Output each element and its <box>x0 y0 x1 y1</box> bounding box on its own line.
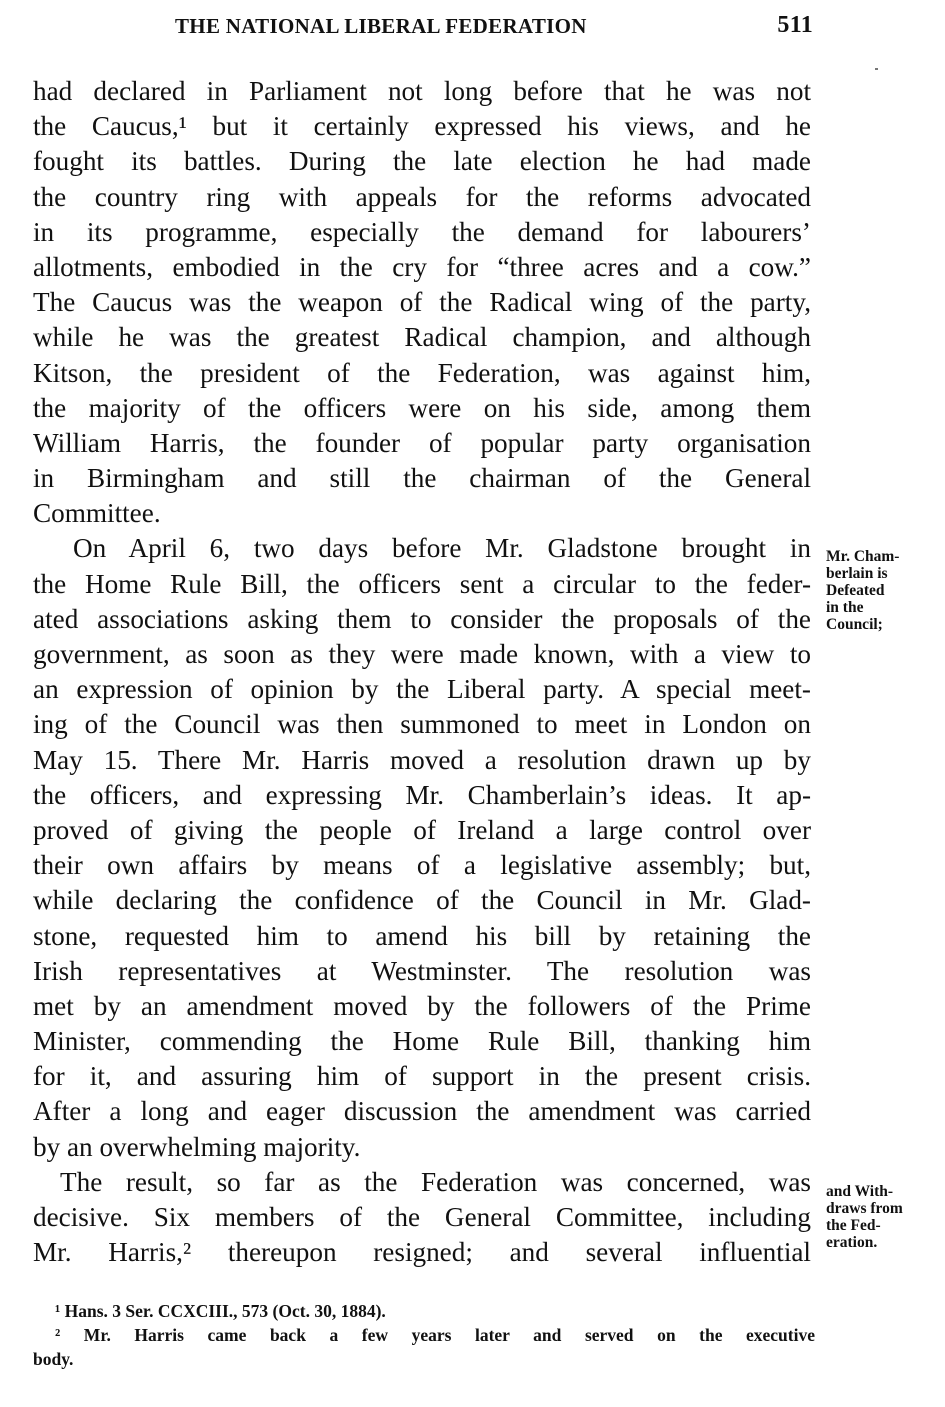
text-line: stone, requested him to amend his bill by retaining the <box>33 920 811 951</box>
sidenote-line: the Fed- <box>826 1217 881 1234</box>
running-head <box>33 8 815 44</box>
footnote-1: ¹ Hans. 3 Ser. CCXCIII., 573 (Oct. 30, 1884). <box>55 1301 386 1321</box>
sidenote-chamberlain-defeated <box>826 548 941 633</box>
text-line: The result, so far as the Federation was concerned, was <box>60 1166 811 1197</box>
text-line: for it, and assuring him of support in the present crisis. <box>33 1061 811 1092</box>
text-line: allotments, embodied in the cry for “three acres and a cow.” <box>33 251 811 282</box>
text-line: the Caucus,¹ but it certainly expressed his views, and he <box>33 111 811 142</box>
sidenote-line: draws from <box>826 1200 903 1217</box>
sidenote-line: Defeated <box>826 582 885 599</box>
sidenote-line: berlain is <box>826 565 888 582</box>
text-line: ing of the Council was then summoned to meet in London on <box>33 709 811 740</box>
text-line: the country ring with appeals for the reforms advocated <box>33 181 811 212</box>
text-line: The Caucus was the weapon of the Radical wing of the party, <box>33 287 811 318</box>
sidenote-line: Mr. Cham- <box>826 548 900 565</box>
text-line: in its programme, especially the demand for labourers’ <box>33 216 811 247</box>
text-line: Irish representatives at Westminster. The resolution was <box>33 955 811 986</box>
text-line: decisive. Six members of the General Committee, including <box>33 1202 811 1232</box>
text-line: Committee. <box>33 498 161 529</box>
text-line: while he was the greatest Radical champion, and although <box>33 322 811 353</box>
main-text <box>33 74 811 1270</box>
running-title: THE NATIONAL LIBERAL FEDERATION <box>175 14 587 38</box>
text-line: fought its battles. During the late election he had made <box>33 146 811 177</box>
sidenote-withdraws <box>826 1183 941 1251</box>
text-line: an expression of opinion by the Liberal party. A special meet- <box>33 674 811 705</box>
text-line: in Birmingham and still the chairman of the General <box>33 463 811 494</box>
text-line: the officers, and expressing Mr. Chamberlain’s ideas. It ap- <box>33 779 811 810</box>
text-line: May 15. There Mr. Harris moved a resolution drawn up by <box>33 744 811 775</box>
page-number: 511 <box>777 12 813 38</box>
text-line: Mr. Harris,² thereupon resigned; and several influential <box>33 1237 811 1268</box>
text-line: Kitson, the president of the Federation, was against him, <box>33 357 811 388</box>
text-line: the Home Rule Bill, the officers sent a circular to the feder- <box>33 568 811 599</box>
text-line: Minister, commending the Home Rule Bill, thanking him <box>33 1026 811 1057</box>
text-line: the majority of the officers were on his side, among them <box>33 392 811 423</box>
text-line: After a long and eager discussion the amendment was carried <box>33 1096 811 1127</box>
text-line: William Harris, the founder of popular party organisation <box>33 427 811 458</box>
footnotes <box>33 1299 815 1371</box>
sidenote-line: in the <box>826 599 864 616</box>
text-line: while declaring the confidence of the Council in Mr. Glad- <box>33 885 811 916</box>
text-line: their own affairs by means of a legislative assembly; but, <box>33 850 811 881</box>
text-line: ated associations asking them to consider the proposals of the <box>33 603 811 634</box>
text-line: proved of giving the people of Ireland a large control over <box>33 814 811 845</box>
text-line: On April 6, two days before Mr. Gladstone brought in <box>73 533 811 564</box>
sidenote-line: Council; <box>826 616 883 633</box>
text-line: by an overwhelming majority. <box>33 1131 361 1162</box>
footnote-2-continuation: body. <box>33 1349 74 1369</box>
text-line: had declared in Parliament not long before that he was not <box>33 76 811 106</box>
sidenote-line: eration. <box>826 1234 878 1251</box>
scan-mark <box>875 68 878 70</box>
footnote-2: ² Mr. Harris came back a few years later and served on the executive <box>55 1325 815 1345</box>
text-line: government, as soon as they were made known, with a view to <box>33 639 811 669</box>
sidenote-line: and With- <box>826 1183 894 1200</box>
text-line: met by an amendment moved by the followers of the Prime <box>33 990 811 1021</box>
